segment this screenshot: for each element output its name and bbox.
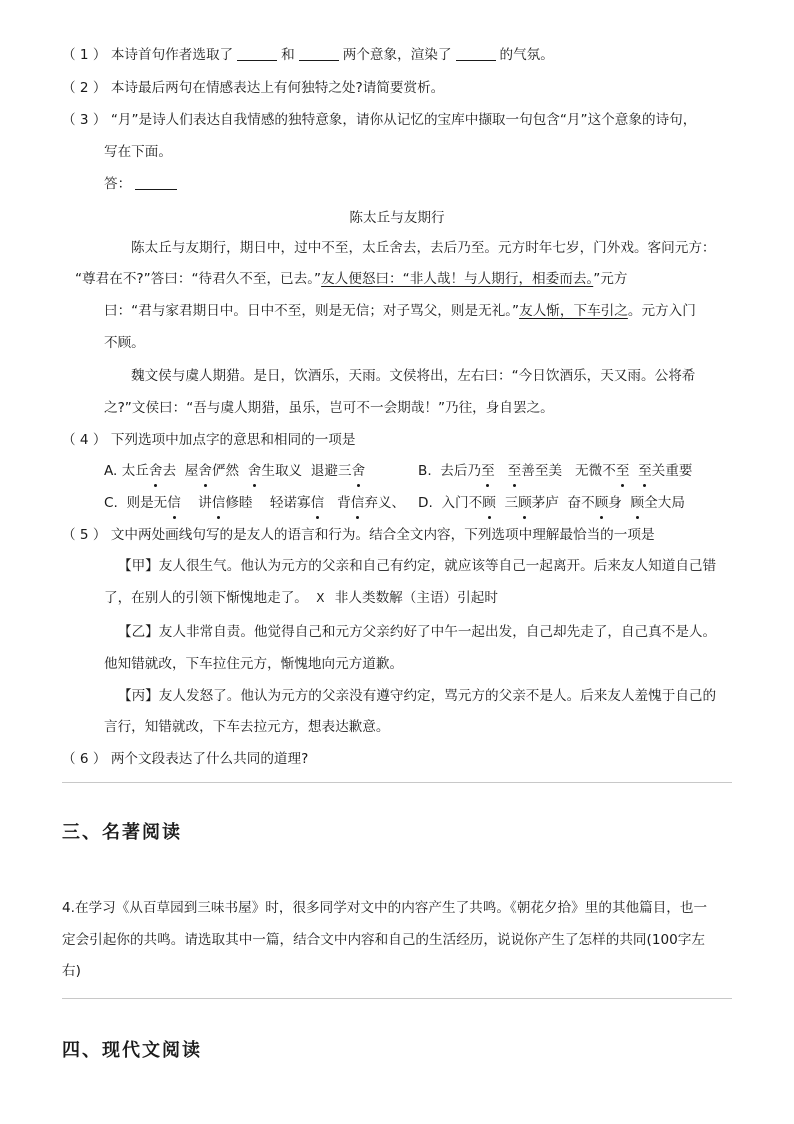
emphasis-dot-char: 顾 [482,495,496,511]
option-d-item: 入门不顾 [437,495,496,511]
emphasis-dot-char: 至 [481,463,495,479]
option-d-item: 三顾茅庐 [500,495,559,511]
question-3-line2: 写在下面。 [104,144,172,160]
option-b-item: 无微不至 [566,463,630,479]
passage-p1-line1: 陈太丘与友期行，期日中，过中不至，太丘舍去，去后乃至。元方时年七岁，门外戏。客问元方： [131,240,716,256]
passage-p1-line4: 不顾。 [104,335,145,351]
answer-blank[interactable] [456,46,496,61]
passage-p1-line2: “尊君在不?”答曰：“待君久不至，已去。”友人便怒曰：“非人哉！与人期行，相委而去。”元方 [75,271,628,287]
emphasis-dot-char: 舍 [247,463,262,479]
option-c[interactable]: C. 则是无信 讲信修睦 轻诺寡信 背信弃义、 [104,495,406,511]
answer-blank[interactable] [299,46,339,61]
choice-yi-line1: 【乙】友人非常自责。他觉得自己和元方父亲约好了中午一起出发，自己却先走了，自己真不是人。 [118,624,717,640]
option-a[interactable]: A. 太丘舍去 屋舍俨然 舍生取义 退避三舍 [104,463,366,479]
choice-bing-line1: 【丙】友人发怒了。他认为元方的父亲没有遵守约定，骂元方的父亲不是人。后来友人羞愧于自己的 [118,688,717,704]
passage-p2-line1: 魏文侯与虞人期猎。是日，饮酒乐，天雨。文侯将出，左右曰：“今日饮酒乐，天又雨。公将希 [131,368,696,384]
answer-blank[interactable] [237,46,277,61]
divider [62,998,732,999]
underlined-sentence: 友人惭，下车引之 [519,303,628,319]
emphasis-dot-char: 舍 [198,463,212,479]
option-d-item: 奋不顾身 [563,495,622,511]
option-b-item: 至善至美 [507,463,563,479]
option-b-item: 去后乃至 [435,463,495,479]
section3-question-line2: 定会引起你的共鸣。请选取其中一篇，结合文中内容和自己的生活经历，说说你产生了怎样的共同(100字左 [62,932,705,948]
option-b[interactable]: B. 去后乃至 至善至美 无微不至 至关重要 [418,463,693,479]
emphasis-dot-char: 至 [638,463,652,479]
option-d[interactable]: D. 入门不顾 三顾茅庐 奋不顾身 顾全大局 [418,495,685,511]
answer-blank[interactable] [135,175,177,190]
option-d-item: 顾全大局 [630,495,685,511]
emphasis-dot-char: 顾 [630,495,645,511]
section3-question-line3: 右) [62,963,81,979]
section-heading: 四、现代文阅读 [62,1040,202,1061]
option-a-item: 屋舍俨然 [180,463,240,479]
emphasis-dot-char: 至 [615,463,630,479]
handwritten-note: 非人类数解（主语）引起时 [334,590,498,606]
option-b-item: 至关重要 [638,463,693,479]
option-a-item: 退避三舍 [306,463,366,479]
question-6: （ 6 ） 两个文段表达了什么共同的道理? [62,751,309,767]
divider [62,782,732,783]
passage-title: 陈太丘与友期行 [349,210,445,226]
option-c-item: 讲信修睦 [185,495,253,511]
option-c-item: 背信弃义、 [328,495,406,511]
handwritten-mark: X [316,591,325,605]
emphasis-dot-char: 信 [167,495,181,511]
emphasis-dot-char: 顾 [594,495,609,511]
question-1: （ 1 ） 本诗首句作者选取了 和 两个意象，渲染了 的气氛。 [62,47,554,63]
choice-jia-line2: 了，在别人的引领下惭愧地走了。 X 非人类数解（主语）引起时 [104,590,498,606]
emphasis-dot-char: 舍 [148,463,163,479]
question-4: （ 4 ） 下列选项中加点字的意思和相同的一项是 [62,432,356,448]
emphasis-dot-char: 信 [310,495,325,511]
option-c-item: 轻诺寡信 [256,495,325,511]
answer-line: 答： [104,174,181,194]
choice-yi-line2: 他知错就改，下车拉住元方，惭愧地向元方道歉。 [104,656,404,672]
choice-jia-line1: 【甲】友人很生气。他认为元方的父亲和自己有约定，就应该等自己一起离开。后来友人知道自己错 [118,558,717,574]
question-3: （ 3 ） “月”是诗人们表达自我情感的独特意象，请你从记忆的宝库中撷取一句包含“月”这个意象的诗句， [62,112,697,128]
section3-question-line1: 4.在学习《从百草园到三味书屋》时，很多同学对文中的内容产生了共鸣。《朝花夕拾》里的其他篇目，也一 [62,900,708,916]
emphasis-dot-char: 信 [211,495,226,511]
question-2: （ 2 ） 本诗最后两句在情感表达上有何独特之处?请简要赏析。 [62,80,445,96]
option-a-item: 太丘舍去 [121,463,177,479]
option-c-item: 则是无信 [122,495,181,511]
passage-p2-line2: 之?”文侯曰：“吾与虞人期猎，虽乐，岂可不一会期哉！”乃往，身自罢之。 [104,400,554,416]
question-5: （ 5 ） 文中两处画线句写的是友人的语言和行为。结合全文内容，下列选项中理解最恰当的一项是 [62,527,655,543]
emphasis-dot-char: 舍 [351,463,366,479]
underlined-sentence: 友人便怒曰：“非人哉！与人期行，相委而去。 [321,271,594,287]
emphasis-dot-char: 至 [507,463,522,479]
section-heading: 三、名著阅读 [62,822,182,843]
emphasis-dot-char: 信 [350,495,365,511]
option-a-item: 舍生取义 [247,463,303,479]
passage-p1-line3: 曰：“君与家君期日中。日中不至，则是无信；对子骂父，则是无礼。”友人惭，下车引之。元方入门 [104,303,696,319]
choice-bing-line2: 言行，知错就改，下车去拉元方，想表达歉意。 [104,719,390,735]
emphasis-dot-char: 顾 [518,495,532,511]
